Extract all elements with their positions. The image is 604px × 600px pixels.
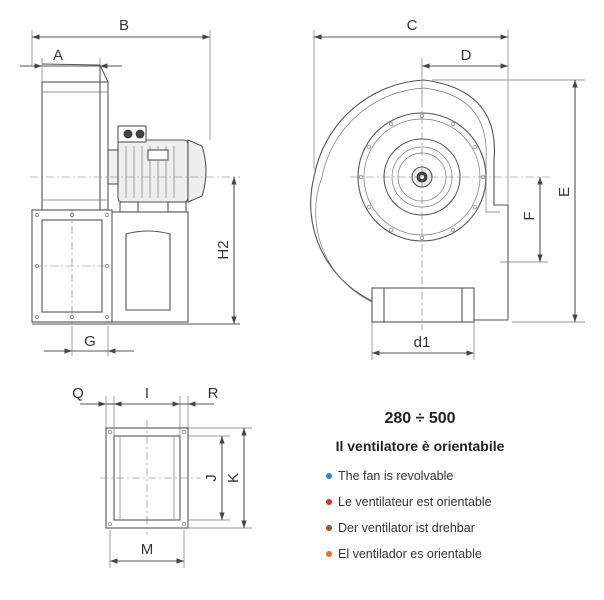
language-notes xyxy=(326,468,492,572)
dim-label-d1: d1 xyxy=(413,334,431,351)
dim-label-R: R xyxy=(207,385,219,402)
orientable-heading: Il ventilatore è orientabile xyxy=(335,438,505,454)
note-item xyxy=(326,546,492,572)
bullet-dot-icon xyxy=(326,499,332,505)
pedestal-window xyxy=(126,231,170,310)
note-item xyxy=(326,468,492,494)
dim-label-K: K xyxy=(225,472,242,484)
dim-label-J: J xyxy=(203,474,220,482)
bullet-dot-icon xyxy=(326,473,332,479)
dim-label-I: I xyxy=(144,385,150,402)
bullet-dot-icon xyxy=(326,525,332,531)
dim-label-M: M xyxy=(140,541,154,558)
dim-label-E: E xyxy=(556,186,573,198)
dim-label-H2: H2 xyxy=(215,240,232,260)
dim-label-C: C xyxy=(406,17,418,34)
note-text: Le ventilateur est orientable xyxy=(338,495,492,509)
dim-label-D: D xyxy=(460,47,472,64)
dim-label-F: F xyxy=(521,211,538,221)
dim-label-A: A xyxy=(52,47,64,64)
note-item xyxy=(326,520,492,546)
motor-plate xyxy=(148,150,168,160)
note-text: El ventilador es orientable xyxy=(338,547,482,561)
note-item xyxy=(326,494,492,520)
size-range-title: 280 ÷ 500 xyxy=(384,410,456,427)
front-view xyxy=(311,17,585,360)
note-text: Der ventilator ist drehbar xyxy=(338,521,475,535)
cable-gland xyxy=(124,130,132,138)
dim-label-B: B xyxy=(118,17,130,34)
base-frame xyxy=(372,288,474,322)
motor-end-cap xyxy=(188,140,206,202)
bullet-dot-icon xyxy=(326,551,332,557)
dim-label-Q: Q xyxy=(72,385,84,402)
flange-detail xyxy=(72,385,252,568)
note-text: The fan is revolvable xyxy=(338,469,454,483)
side-view xyxy=(20,17,240,356)
dim-label-G: G xyxy=(84,333,96,350)
impeller-drum xyxy=(42,82,108,210)
cable-gland xyxy=(136,130,144,138)
motor-body xyxy=(118,140,188,202)
